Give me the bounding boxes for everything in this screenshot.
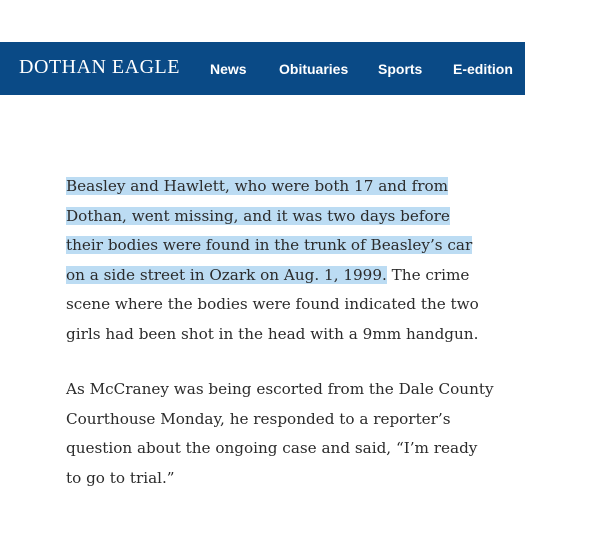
selected-text[interactable]: on a side street in Ozark on Aug. 1, 1999. [66, 265, 387, 284]
paragraph-line [66, 172, 536, 202]
paragraph-line: to go to trial.” [66, 468, 175, 487]
nav-sports[interactable]: Sports [378, 61, 423, 77]
selected-text[interactable]: their bodies were found in the trunk of Beasley’s car [66, 236, 473, 254]
nav-obituaries[interactable]: Obituaries [279, 61, 349, 77]
paragraph-line: girls had been shot in the head with a 9mm handgun. [66, 324, 479, 343]
paragraph-line [66, 261, 536, 291]
selected-text[interactable]: Beasley and Hawlett, who were both 17 and from [66, 177, 449, 195]
nav-e-edition[interactable]: E-edition [453, 61, 513, 77]
paragraph-line [66, 202, 536, 232]
article-paragraph-2 [66, 375, 536, 493]
paragraph-text: The crime [386, 265, 470, 284]
article-paragraph-1 [66, 172, 536, 349]
paragraph-line: scene where the bodies were found indicated the two [66, 295, 479, 313]
paragraph-line: As McCraney was being escorted from the Dale County [66, 380, 494, 398]
paragraph-line: Courthouse Monday, he responded to a reporter’s [66, 409, 451, 428]
article-body [66, 172, 536, 493]
site-logo[interactable]: DOTHAN EAGLE [19, 56, 180, 78]
paragraph-line [66, 231, 536, 261]
paragraph-line: question about the ongoing case and said, “I’m ready [66, 439, 478, 457]
nav-news[interactable]: News [210, 61, 247, 77]
site-header [0, 42, 525, 95]
selected-text[interactable]: Dothan, went missing, and it was two days before [66, 206, 450, 225]
